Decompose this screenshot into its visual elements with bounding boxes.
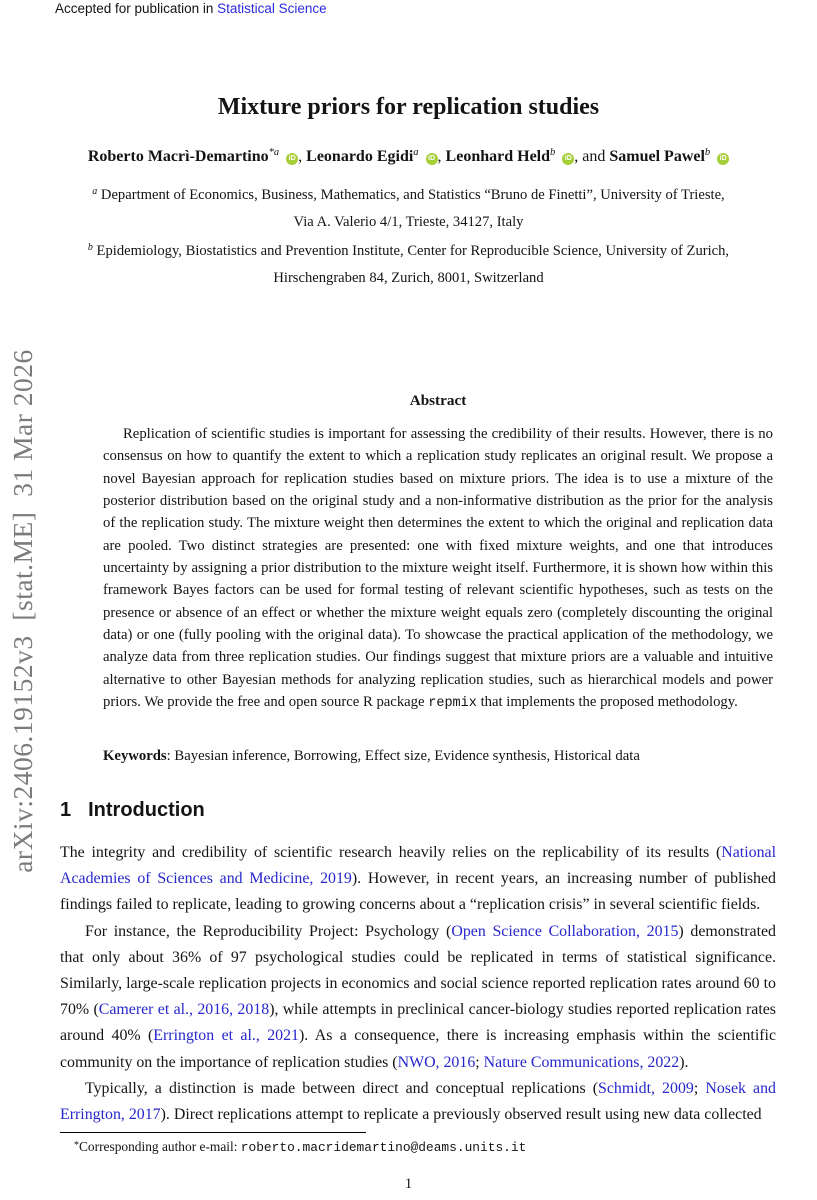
citation-link[interactable]: Schmidt, 2009 — [598, 1079, 694, 1097]
paper-title: Mixture priors for replication studies — [217, 94, 600, 120]
citation-link[interactable]: Nature Communications, 2022 — [483, 1053, 680, 1071]
inline-code: repmix — [428, 696, 477, 712]
author-affil-sup: b — [550, 147, 556, 158]
text-segment: ) demonstrated that only about 36% of 97 psychological studies could be replicated in terms of statistical significance. Similarly, large-scale replication projects in economics and social science reported replication rates around 60 to 70% ( — [60, 922, 777, 1019]
affil-sup: b — [87, 242, 93, 254]
section-heading-introduction — [60, 799, 205, 822]
text-segment: ). However, in recent years, an increasing number of published findings failed to replicate, leading to growing concerns about a “replication crisis” in several scientific fields. — [60, 870, 776, 914]
author-separator: , — [437, 148, 446, 165]
orcid-icon[interactable]: iD — [426, 153, 438, 165]
section-number: 1 — [60, 799, 72, 821]
citation-link[interactable]: National Academies of Sciences and Medicine, 2019 — [60, 844, 776, 888]
affiliation-line — [0, 209, 817, 236]
keywords-label: Keywords — [103, 748, 167, 764]
orcid-icon[interactable]: iD — [562, 153, 574, 165]
footnote-marker: * — [74, 1140, 79, 1151]
acceptance-banner — [55, 1, 327, 16]
text-segment: For instance, the Reproducibility Project: Psychology ( — [85, 922, 452, 940]
affiliation-line — [0, 179, 817, 209]
keywords-line — [103, 748, 775, 765]
author — [574, 148, 729, 165]
footnote-rule — [60, 1132, 366, 1133]
abstract-heading: Abstract — [409, 392, 467, 409]
acceptance-text: Accepted for publication in — [55, 1, 218, 16]
affiliation-text: Via A. Valerio 4/1, Trieste, 34127, Italy — [293, 213, 524, 230]
text-segment: ), while attempts in preclinical cancer-biology studies reported replication rates around 40% ( — [60, 1001, 776, 1045]
author-name[interactable]: Leonhard Held — [445, 148, 551, 165]
abstract-section — [103, 392, 773, 715]
affiliation-line — [0, 265, 817, 292]
introduction-body — [60, 840, 776, 1128]
paragraph — [60, 840, 776, 919]
affiliation-text: Epidemiology, Biostatistics and Prevention Institute, Center for Reproducible Science, University of Zurich, — [92, 243, 730, 260]
citation-link[interactable]: NWO, 2016 — [397, 1053, 476, 1071]
text-segment: ). — [679, 1053, 689, 1071]
author — [298, 148, 437, 165]
citation-link[interactable]: Camerer et al., 2016, 2018 — [98, 1001, 270, 1019]
text-segment: ). Direct replications attempt to replicate a previously observed result using new data collected — [160, 1106, 762, 1124]
author-line — [0, 147, 817, 166]
paragraph — [60, 1076, 776, 1128]
affiliations — [0, 179, 817, 291]
text-segment: ; — [475, 1053, 484, 1071]
author-separator: , — [298, 148, 307, 165]
journal-link[interactable]: Statistical Science — [217, 1, 327, 16]
author-name[interactable]: Samuel Pawel — [609, 148, 705, 165]
author — [88, 148, 298, 165]
affiliation-text: Department of Economics, Business, Mathematics, and Statistics “Bruno de Finetti”, University of Trieste, — [97, 187, 725, 203]
citation-link[interactable]: Errington et al., 2021 — [153, 1027, 299, 1045]
author-name[interactable]: Leonardo Egidi — [306, 148, 414, 165]
affiliation-line — [0, 235, 817, 265]
arxiv-stamp: arXiv:2406.19152v3 [stat.ME] 31 Mar 2026 — [7, 349, 38, 873]
text-segment: The integrity and credibility of scientific research heavily relies on the replicability of its results ( — [60, 844, 722, 861]
author-affil-sup: a — [413, 147, 419, 158]
paragraph — [60, 919, 776, 1076]
author-affil-sup: b — [704, 147, 711, 158]
orcid-icon[interactable]: iD — [286, 153, 298, 165]
author-separator: , and — [574, 148, 610, 165]
abstract-text — [103, 423, 773, 715]
citation-link[interactable]: Nosek and Errington, 2017 — [60, 1079, 776, 1124]
citation-link[interactable]: Open Science Collaboration, 2015 — [451, 922, 679, 940]
affil-sup: a — [92, 186, 98, 197]
text-segment: Replication of scientific studies is important for assessing the credibility of their results. However, there is no consensus on how to quantify the extent to which a replication study replicates an original result. We propose a novel Bayesian approach for replication studies based on mixture priors. The idea is to use a mixture of the posterior distribution based on the original study and a non-informative distribution as the prior for the analysis of the replication study. The mixture weight then determines the extent to which the original and replication data are pooled. Two distinct strategies are presented: one with fixed mixture weights, and one that introduces uncertainty by assigning a prior distribution to the mixture weight itself. Furthermore, it is shown how within this framework Bayes factors can be used for formal testing of relevant scientific hypotheses, such as tests on the presence or absence of an effect or whether the mixture weight equals zero (completely discounting the original data) or one (fully pooling with the original data). To showcase the practical application of the methodology, we analyze data from three replication studies. Our findings suggest that mixture priors are a valuable and intuitive alternative to other Bayesian methods for analyzing replication studies, such as hierarchical models and power priors. We provide the free and open source R package — [103, 426, 773, 711]
section-title: Introduction — [88, 799, 205, 821]
corresponding-author-footnote — [60, 1139, 776, 1155]
author — [438, 148, 575, 165]
text-segment: ; — [693, 1079, 706, 1097]
text-segment: Typically, a distinction is made between direct and conceptual replications ( — [85, 1079, 599, 1097]
affiliation-text: Hirschengraben 84, Zurich, 8001, Switzerland — [273, 269, 544, 286]
text-segment: ). As a consequence, there is increasing emphasis within the scientific community on the importance of replication studies ( — [60, 1027, 776, 1071]
footnote-label: Corresponding author e-mail: — [79, 1139, 241, 1154]
author-name[interactable]: Roberto Macrì-Demartino — [87, 148, 269, 165]
author-affil-sup: *a — [268, 147, 280, 158]
page-number: 1 — [404, 1176, 413, 1192]
keywords-text: : Bayesian inference, Borrowing, Effect size, Evidence synthesis, Historical data — [166, 748, 640, 764]
corresponding-email[interactable]: roberto.macridemartino@deams.units.it — [240, 1140, 527, 1155]
text-segment: that implements the proposed methodology. — [476, 694, 738, 711]
orcid-icon[interactable]: iD — [717, 153, 729, 165]
